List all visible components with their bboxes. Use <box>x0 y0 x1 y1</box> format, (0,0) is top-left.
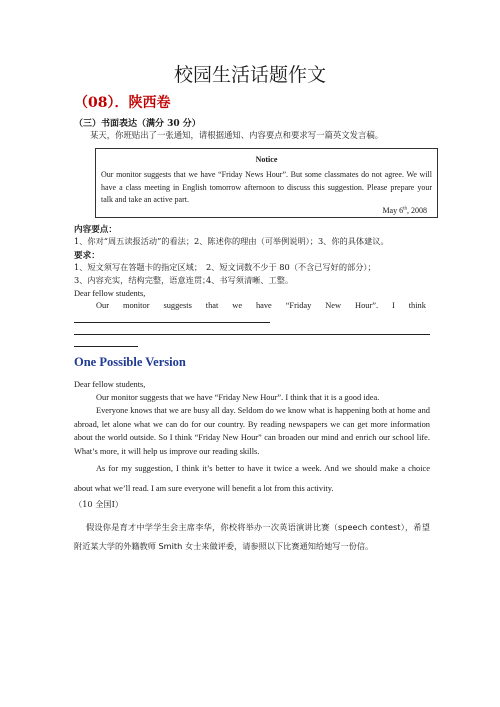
notice-heading: Notice <box>255 155 278 164</box>
exam-source: （08）．陕西卷 <box>74 95 171 111</box>
answer-line <box>74 334 430 335</box>
answer-line <box>74 346 138 347</box>
answer-line <box>74 322 270 323</box>
notice-date: May 6th, 2008 <box>382 206 427 215</box>
starter-word: Our <box>96 301 110 310</box>
starter-word: “Friday <box>285 301 312 310</box>
requirement-1: 1、短文须写在答题卡的指定区域； <box>74 262 203 272</box>
essay-paragraph-1: Our monitor suggests that we have “Friday New Hour”. I think that it is a good idea. <box>96 393 380 402</box>
starter-greeting: Dear fellow students, <box>74 289 146 298</box>
starter-sentence <box>96 301 426 310</box>
requirement-4: 4、书写须清晰、工整。 <box>206 275 294 285</box>
essay-greeting: Dear fellow students, <box>74 380 146 389</box>
notice-box <box>95 148 438 218</box>
essay-paragraph-3: As for my suggestion, I think it’s better to have it twice a week. And we should make a choice about what we’ll read. I am sure everyone will benefit a lot from this activity. <box>74 464 430 493</box>
page-title: 校园生活话题作文 <box>173 64 326 86</box>
starter-word: I <box>391 301 395 310</box>
starter-word: New <box>325 301 342 310</box>
starter-word: that <box>205 301 219 310</box>
requirement-3: 3、内容充实，结构完整，语意连贯； <box>74 275 211 285</box>
starter-word: monitor <box>122 301 150 310</box>
starter-word: suggests <box>163 301 192 310</box>
version-heading: One Possible Version <box>74 355 186 369</box>
essay-paragraph-2: Everyone knows that we are busy all day. Seldom do we know what is happening both at home and abroad, let alone what we can do for our country. By reading newspapers we can get more information about the world outside. So I think “Friday New Hour” can broaden our mind and enrich our school life. What’s more, it will help us improve our reading skills. <box>74 406 430 456</box>
requirement-2: 2、短文词数不少于 80（不含已写好的部分）； <box>206 262 376 272</box>
starter-word: think <box>408 301 426 310</box>
next-question-label: （10 全国Ⅰ） <box>74 499 124 509</box>
starter-word: Hour”. <box>355 301 379 310</box>
task-instruction: 某天，你班贴出了一张通知，请根据通知、内容要点和要求写一篇英文发言稿。 <box>90 130 384 140</box>
starter-word: have <box>255 301 272 310</box>
content-points-label: 内容要点： <box>74 225 117 235</box>
requirements-label: 要求： <box>74 251 100 261</box>
notice-body: Our monitor suggests that we have “Friday News Hour”. But some classmates do not agree. We will have a class meeting in English tomorrow afternoon to discuss this suggestion. Please prepare your talk and take an active part. <box>101 170 432 204</box>
section-heading: （三）书面表达（满分 30 分） <box>74 119 201 129</box>
content-points-text: 1、你对“周五读报活动”的看法；2、陈述你的理由（可举例说明）；3、你的具体建议。 <box>74 236 389 246</box>
next-question-prompt: 假设你是育才中学学生会主席李华，你校将举办一次英语演讲比赛（speech contest），希望附近某大学的外籍教师 Smith 女士来做评委，请参照以下比赛通知给她写一份信。 <box>74 522 430 551</box>
starter-word: we <box>232 301 243 310</box>
